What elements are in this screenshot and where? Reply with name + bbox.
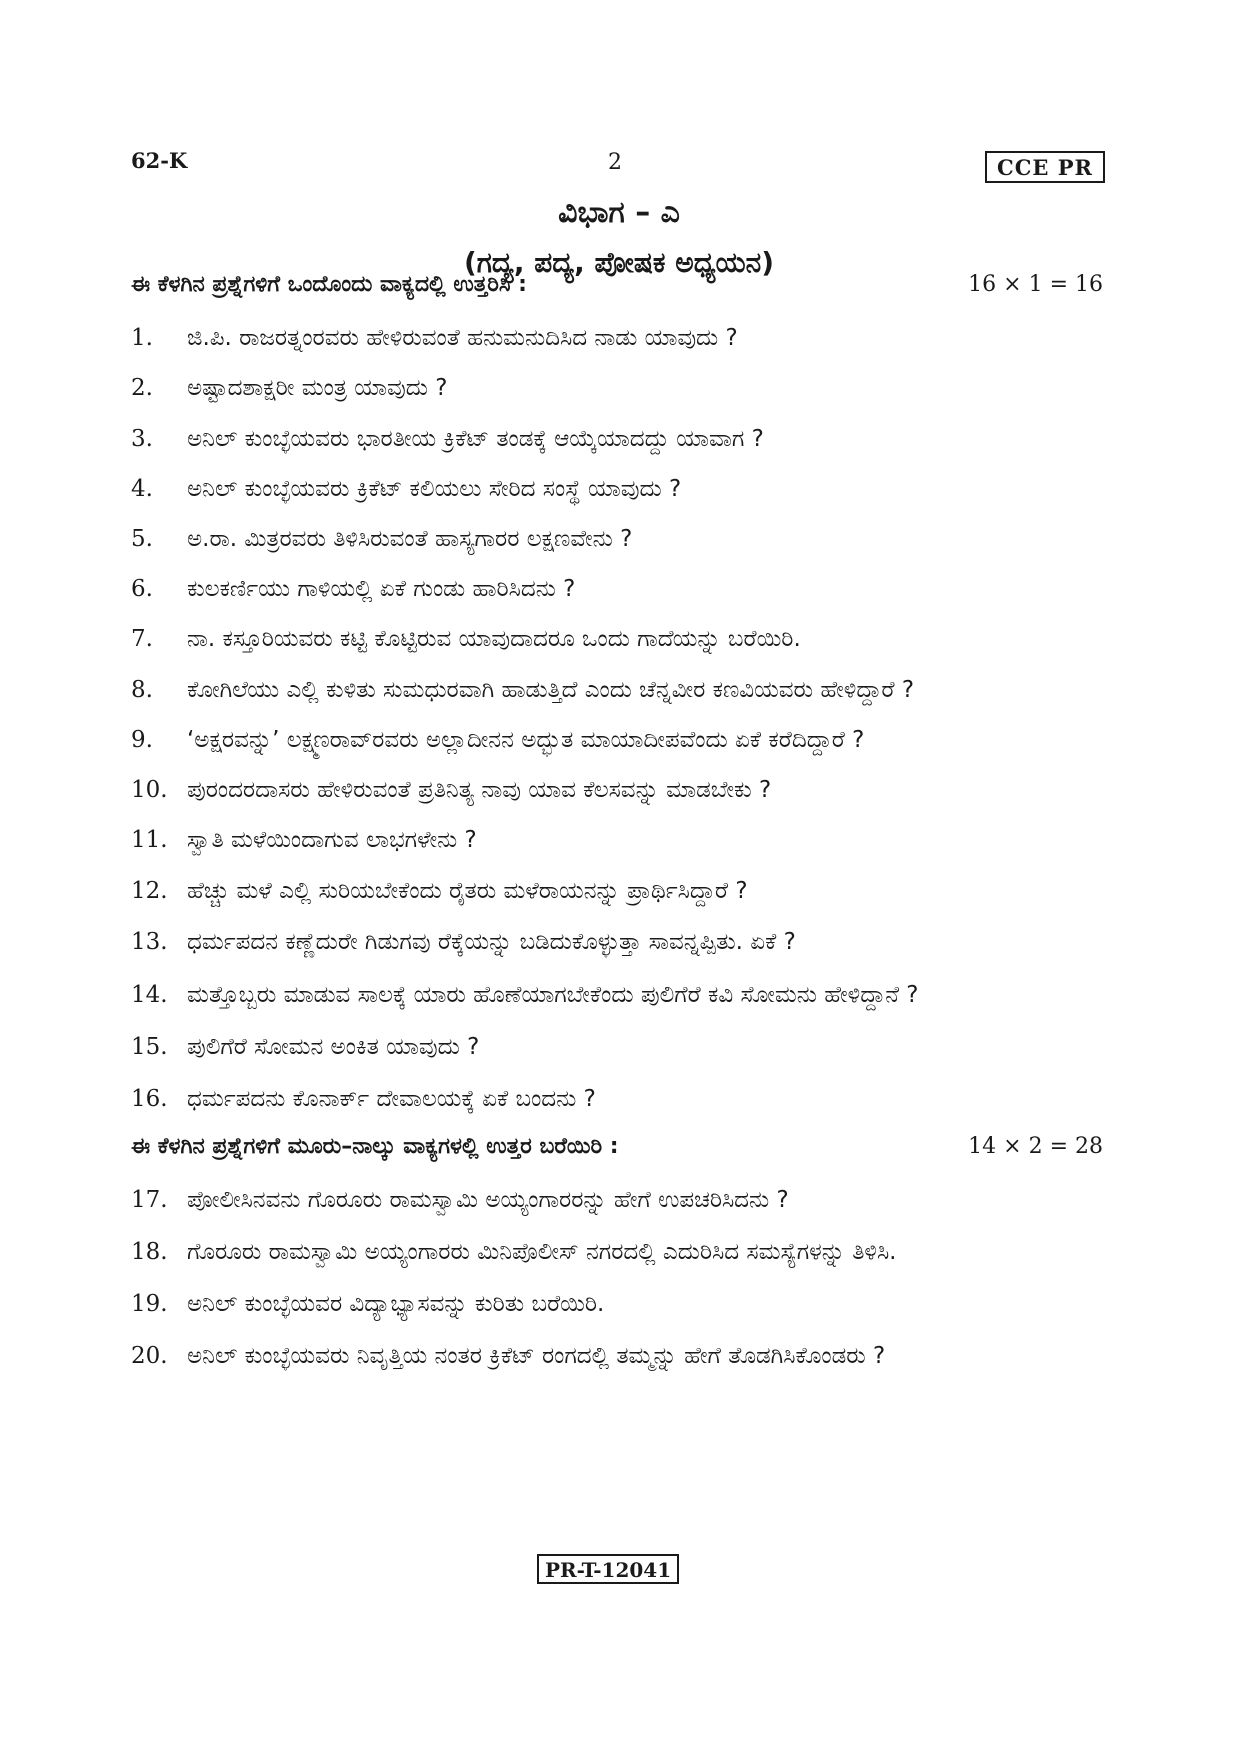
question-number: 1. bbox=[131, 325, 153, 351]
question-item bbox=[131, 371, 1111, 411]
question-number: 17. bbox=[131, 1187, 168, 1213]
question-number: 3. bbox=[131, 426, 153, 452]
question-text: ಕುಲಕರ್ಣಿಯು ಗಾಳಿಯಲ್ಲಿ ಏಕೆ ಗುಂಡು ಹಾರಿಸಿದನು ? bbox=[187, 576, 576, 602]
question-item bbox=[131, 472, 1111, 512]
question-text: ಅನಿಲ್ ಕುಂಬ್ಳೆಯವರು ಭಾರತೀಯ ಕ್ರಿಕೆಟ್ ತಂಡಕ್ಕೆ ಆಯ್ಕೆಯಾದದ್ದು ಯಾವಾಗ ? bbox=[187, 426, 764, 452]
question-item bbox=[131, 1082, 1111, 1122]
question-number: 2. bbox=[131, 375, 153, 401]
question-number: 20. bbox=[131, 1343, 168, 1369]
question-item bbox=[131, 1030, 1111, 1070]
question-number: 10. bbox=[131, 777, 168, 803]
footer-code: PR-T-12041 bbox=[537, 1554, 679, 1584]
question-item bbox=[131, 1339, 1111, 1379]
question-item bbox=[131, 823, 1111, 863]
part1-instruction bbox=[131, 272, 1103, 308]
question-item bbox=[131, 1235, 1111, 1275]
question-number: 6. bbox=[131, 576, 153, 602]
question-item bbox=[131, 723, 1111, 763]
section-subtitle: (ಗದ್ಯ, ಪದ್ಯ, ಪೋಷಕ ಅಧ್ಯಯನ) bbox=[463, 246, 775, 279]
question-number: 11. bbox=[131, 827, 168, 853]
question-text: ಮತ್ತೊಬ್ಬರು ಮಾಡುವ ಸಾಲಕ್ಕೆ ಯಾರು ಹೊಣೆಯಾಗಬೇಕೆಂದು ಪುಲಿಗೆರೆ ಕವಿ ಸೋಮನು ಹೇಳಿದ್ದಾನೆ ? bbox=[187, 982, 919, 1008]
part1-marks: 16 × 1 = 16 bbox=[968, 272, 1103, 297]
question-text: ಅನಿಲ್ ಕುಂಬ್ಳೆಯವರು ನಿವೃತ್ತಿಯ ನಂತರ ಕ್ರಿಕೆಟ್ ರಂಗದಲ್ಲಿ ತಮ್ಮನ್ನು ಹೇಗೆ ತೊಡಗಿಸಿಕೊಂಡರು ? bbox=[187, 1343, 886, 1369]
question-text: ಅಷ್ಟಾದಶಾಕ್ಷರೀ ಮಂತ್ರ ಯಾವುದು ? bbox=[187, 375, 448, 401]
question-text: ಅನಿಲ್ ಕುಂಬ್ಳೆಯವರು ಕ್ರಿಕೆಟ್ ಕಲಿಯಲು ಸೇರಿದ ಸಂಸ್ಥೆ ಯಾವುದು ? bbox=[187, 476, 682, 502]
question-text: ಪೋಲೀಸಿನವನು ಗೊರೂರು ರಾಮಸ್ವಾಮಿ ಅಯ್ಯಂಗಾರರನ್ನು ಹೇಗೆ ಉಪಚರಿಸಿದನು ? bbox=[187, 1187, 789, 1213]
question-item bbox=[131, 773, 1111, 813]
question-number: 12. bbox=[131, 878, 168, 904]
part2-instruction bbox=[131, 1134, 1103, 1170]
paper-code: 62-K bbox=[131, 148, 188, 173]
question-item bbox=[131, 978, 1111, 1018]
question-item bbox=[131, 925, 1111, 965]
question-number: 4. bbox=[131, 476, 153, 502]
question-number: 13. bbox=[131, 929, 168, 955]
question-number: 18. bbox=[131, 1239, 168, 1265]
question-text: ಜಿ.ಪಿ. ರಾಜರತ್ನಂರವರು ಹೇಳಿರುವಂತೆ ಹನುಮನುದಿಸಿದ ನಾಡು ಯಾವುದು ? bbox=[187, 325, 738, 351]
section-title: ವಿಭಾಗ – ಎ bbox=[558, 195, 680, 230]
question-item bbox=[131, 522, 1111, 562]
question-text: ಪುಲಿಗೆರೆ ಸೋಮನ ಅಂಕಿತ ಯಾವುದು ? bbox=[187, 1034, 480, 1060]
part1-instruction-text: ಈ ಕೆಳಗಿನ ಪ್ರಶ್ನೆಗಳಿಗೆ ಒಂದೊಂದು ವಾಕ್ಯದಲ್ಲಿ ಉತ್ತರಿಸಿ : bbox=[131, 272, 527, 297]
question-text: ಪುರಂದರದಾಸರು ಹೇಳಿರುವಂತೆ ಪ್ರತಿನಿತ್ಯ ನಾವು ಯಾವ ಕೆಲಸವನ್ನು ಮಾಡಬೇಕು ? bbox=[187, 777, 772, 803]
question-item bbox=[131, 572, 1111, 612]
question-number: 15. bbox=[131, 1034, 168, 1060]
question-number: 8. bbox=[131, 677, 153, 703]
question-item bbox=[131, 673, 1111, 713]
part2-instruction-text: ಈ ಕೆಳಗಿನ ಪ್ರಶ್ನೆಗಳಿಗೆ ಮೂರು–ನಾಲ್ಕು ವಾಕ್ಯಗಳಲ್ಲಿ ಉತ್ತರ ಬರೆಯಿರಿ : bbox=[131, 1134, 619, 1159]
question-text: ಹೆಚ್ಚು ಮಳೆ ಎಲ್ಲಿ ಸುರಿಯಬೇಕೆಂದು ರೈತರು ಮಳೆರಾಯನನ್ನು ಪ್ರಾರ್ಥಿಸಿದ್ದಾರೆ ? bbox=[187, 878, 748, 904]
question-text: ‘ಅಕ್ಷರವನ್ನು’ ಲಕ್ಷ್ಮಣರಾವ್‌ರವರು ಅಲ್ಲಾದೀನನ ಅದ್ಭುತ ಮಾಯಾದೀಪವೆಂದು ಏಕೆ ಕರೆದಿದ್ದಾರೆ ? bbox=[187, 727, 865, 753]
board-tag: CCE PR bbox=[985, 151, 1105, 183]
question-item bbox=[131, 1183, 1111, 1223]
question-number: 19. bbox=[131, 1291, 168, 1317]
question-text: ಅನಿಲ್ ಕುಂಬ್ಳೆಯವರ ವಿದ್ಯಾಭ್ಯಾಸವನ್ನು ಕುರಿತು ಬರೆಯಿರಿ. bbox=[187, 1291, 605, 1317]
question-number: 16. bbox=[131, 1086, 168, 1112]
question-number: 5. bbox=[131, 526, 153, 552]
question-item bbox=[131, 622, 1111, 662]
question-text: ಅ.ರಾ. ಮಿತ್ರರವರು ತಿಳಿಸಿರುವಂತೆ ಹಾಸ್ಯಗಾರರ ಲಕ್ಷಣವೇನು ? bbox=[187, 526, 633, 552]
question-item bbox=[131, 422, 1111, 462]
question-item bbox=[131, 321, 1111, 361]
question-text: ನಾ. ಕಸ್ತೂರಿಯವರು ಕಟ್ಟಿ ಕೊಟ್ಟಿರುವ ಯಾವುದಾದರೂ ಒಂದು ಗಾದೆಯನ್ನು ಬರೆಯಿರಿ. bbox=[187, 626, 801, 652]
question-text: ಗೊರೂರು ರಾಮಸ್ವಾಮಿ ಅಯ್ಯಂಗಾರರು ಮಿನಿಪೊಲೀಸ್ ನಗರದಲ್ಲಿ ಎದುರಿಸಿದ ಸಮಸ್ಯೆಗಳನ್ನು ತಿಳಿಸಿ. bbox=[187, 1239, 897, 1265]
page-number: 2 bbox=[608, 150, 622, 175]
question-text: ಸ್ವಾತಿ ಮಳೆಯಿಂದಾಗುವ ಲಾಭಗಳೇನು ? bbox=[187, 827, 477, 853]
part2-marks: 14 × 2 = 28 bbox=[968, 1134, 1103, 1159]
question-text: ಕೋಗಿಲೆಯು ಎಲ್ಲಿ ಕುಳಿತು ಸುಮಧುರವಾಗಿ ಹಾಡುತ್ತಿದೆ ಎಂದು ಚೆನ್ನವೀರ ಕಣವಿಯವರು ಹೇಳಿದ್ದಾರೆ ? bbox=[187, 677, 915, 703]
question-number: 14. bbox=[131, 982, 168, 1008]
question-item bbox=[131, 874, 1111, 914]
question-item bbox=[131, 1287, 1111, 1327]
question-text: ಧರ್ಮಪದನು ಕೊನಾರ್ಕ್ ದೇವಾಲಯಕ್ಕೆ ಏಕೆ ಬಂದನು ? bbox=[187, 1086, 596, 1112]
question-text: ಧರ್ಮಪದನ ಕಣ್ಣೆದುರೇ ಗಿಡುಗವು ರೆಕ್ಕೆಯನ್ನು ಬಡಿದುಕೊಳ್ಳುತ್ತಾ ಸಾವನ್ನಪ್ಪಿತು. ಏಕೆ ? bbox=[187, 929, 796, 955]
question-number: 7. bbox=[131, 626, 153, 652]
question-number: 9. bbox=[131, 727, 153, 753]
